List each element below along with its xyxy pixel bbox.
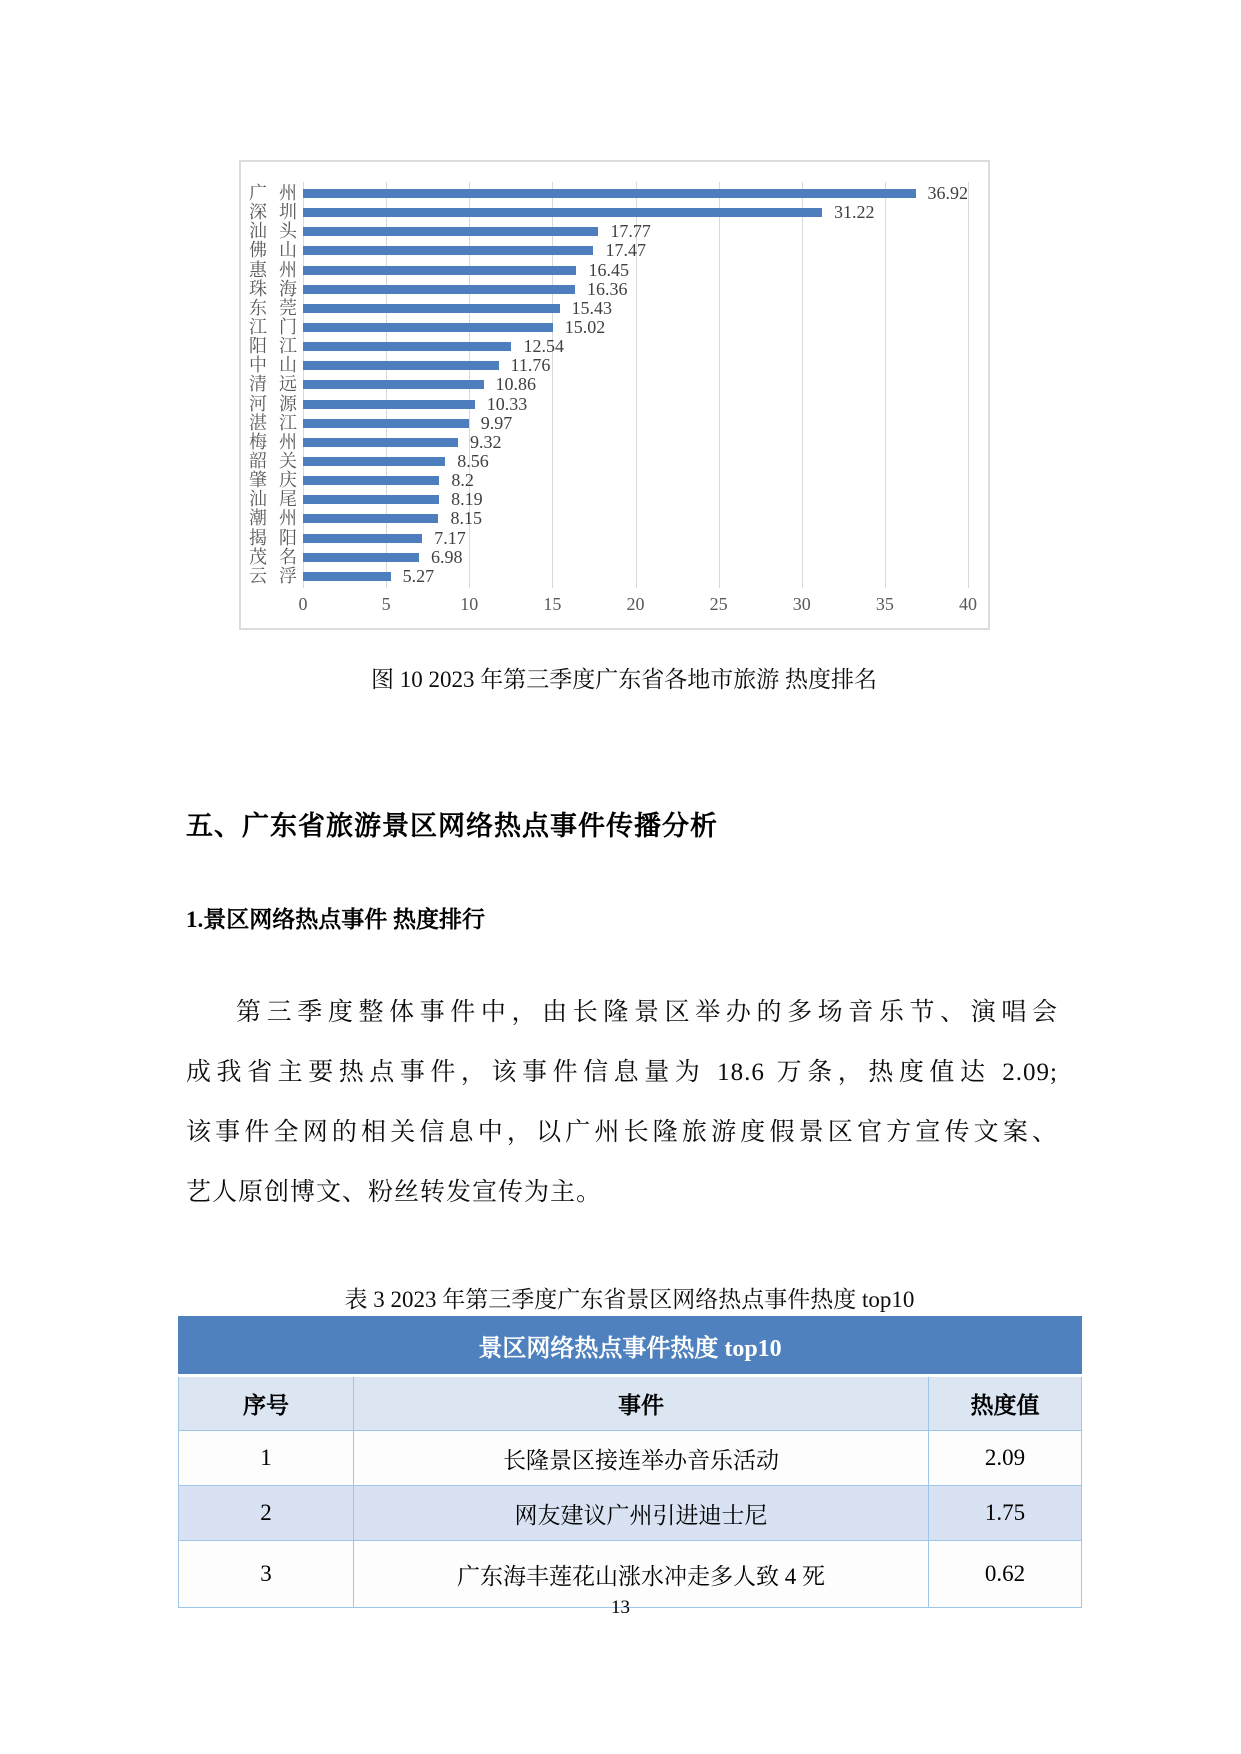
chart-rows [249, 184, 968, 586]
gridline [968, 182, 969, 588]
chart-row [249, 241, 968, 260]
chart-value-label: 15.02 [564, 316, 606, 337]
chart-bar-area [303, 529, 968, 548]
subsection-heading: 1.景区网络热点事件 热度排行 [186, 907, 485, 932]
chart-category-label: 阳江 [249, 336, 297, 357]
chart-category-label: 肇庆 [249, 470, 297, 491]
chart-bar-area [303, 337, 968, 356]
x-tick-label: 0 [298, 594, 308, 614]
table-caption: 表 3 2023 年第三季度广东省景区网络热点事件热度 top10 [344, 1287, 915, 1312]
chart-bar [303, 572, 391, 581]
chart-value-label: 6.98 [431, 546, 463, 567]
chart-x-axis [298, 594, 977, 622]
chart-value-label: 16.45 [588, 259, 629, 280]
chart-category-label: 汕尾 [249, 489, 297, 510]
chart-value-label: 12.54 [523, 336, 564, 357]
heat-value-cell: 2.09 [929, 1431, 1082, 1486]
chart-value-label: 7.17 [434, 527, 466, 548]
chart-category-label: 汕头 [249, 221, 297, 242]
paragraph-line: 成我省主要热点事件，该事件信息量为 18.6 万条，热度值达 2.09; [186, 1059, 1058, 1086]
heat-value-cell: 0.62 [929, 1541, 1082, 1608]
chart-bar-area [303, 261, 968, 280]
chart-category-label: 江门 [249, 316, 297, 337]
table-title: 景区网络热点事件热度 top10 [179, 1317, 1082, 1376]
chart-bar-area [303, 375, 968, 394]
chart-category-label: 清远 [249, 374, 297, 395]
chart-bar [303, 285, 575, 294]
chart-bar-area [303, 222, 968, 241]
chart-row [249, 567, 968, 586]
chart-row [249, 356, 968, 375]
chart-bar [303, 457, 445, 466]
chart-value-label: 9.97 [480, 412, 513, 433]
chart-category-label: 中山 [249, 355, 297, 376]
chart-row [249, 490, 968, 509]
chart-row [249, 261, 968, 280]
section-heading: 五、广东省旅游景区网络热点事件传播分析 [186, 811, 718, 841]
x-tick-label: 30 [792, 594, 811, 614]
page-number: 13 [611, 1597, 630, 1618]
chart-value-label: 5.27 [402, 565, 435, 586]
chart-category-label: 湛江 [249, 412, 297, 433]
chart-value-label: 10.33 [486, 393, 528, 414]
chart-bar [303, 419, 469, 428]
chart-bar-area [303, 280, 968, 299]
paragraph-line: 该事件全网的相关信息中，以广州长隆旅游度假景区官方宣传文案、 [186, 1119, 1058, 1146]
chart-bar-area [303, 471, 968, 490]
table-row [179, 1431, 1082, 1486]
chart-row [249, 318, 968, 337]
rank-cell: 2 [179, 1486, 354, 1541]
chart-bar [303, 342, 511, 351]
chart-value-label: 8.19 [451, 489, 483, 510]
chart-bar [303, 189, 916, 198]
chart-bar [303, 304, 560, 313]
chart-bar-area [303, 203, 968, 222]
chart-bar-area [303, 241, 968, 260]
chart-category-label: 佛山 [249, 240, 297, 261]
event-cell: 网友建议广州引进迪士尼 [354, 1486, 929, 1541]
chart-bar [303, 534, 422, 543]
x-tick-label: 10 [460, 594, 479, 614]
chart-row [249, 280, 968, 299]
bar-chart [239, 160, 990, 630]
chart-bar [303, 495, 439, 504]
chart-bar-area [303, 184, 968, 203]
chart-bar-area [303, 318, 968, 337]
chart-category-label: 梅州 [249, 431, 297, 452]
figure-caption: 图 10 2023 年第三季度广东省各地市旅游 热度排名 [371, 667, 877, 692]
chart-row [249, 375, 968, 394]
chart-bar [303, 266, 576, 275]
chart-bar [303, 246, 593, 255]
x-tick-label: 25 [709, 594, 728, 614]
chart-bar [303, 476, 439, 485]
chart-bar-area [303, 356, 968, 375]
rank-cell: 1 [179, 1431, 354, 1486]
chart-value-label: 17.77 [610, 221, 651, 242]
x-tick-label: 35 [875, 594, 894, 614]
chart-row [249, 222, 968, 241]
table-row [179, 1486, 1082, 1541]
chart-bar-area [303, 433, 968, 452]
chart-row [249, 529, 968, 548]
body-paragraph [186, 983, 1058, 1223]
chart-category-label: 广州 [249, 183, 297, 203]
x-tick-label: 40 [959, 594, 977, 614]
chart-category-label: 珠海 [249, 278, 297, 299]
chart-row [249, 452, 968, 471]
column-header-rank: 序号 [179, 1376, 354, 1431]
table-header-row [179, 1376, 1082, 1431]
chart-row [249, 395, 968, 414]
chart-row [249, 471, 968, 490]
chart-row [249, 414, 968, 433]
rank-cell: 3 [179, 1541, 354, 1608]
table-title-row [179, 1317, 1082, 1376]
chart-row [249, 548, 968, 567]
column-header-event: 事件 [354, 1376, 929, 1431]
event-cell: 广东海丰莲花山涨水冲走多人致 4 死 [354, 1541, 929, 1608]
chart-category-label: 深圳 [249, 202, 297, 223]
chart-category-label: 惠州 [249, 259, 297, 280]
chart-category-label: 云浮 [249, 565, 297, 586]
chart-category-label: 茂名 [249, 546, 297, 567]
chart-category-label: 河源 [249, 393, 297, 414]
chart-value-label: 16.36 [586, 278, 628, 299]
chart-value-label: 17.47 [605, 240, 646, 261]
chart-bar [303, 400, 475, 409]
chart-value-label: 31.22 [834, 202, 875, 223]
chart-value-label: 11.76 [510, 355, 551, 376]
chart-bar [303, 361, 499, 370]
chart-value-label: 36.92 [927, 183, 968, 203]
chart-bar-area [303, 567, 968, 586]
chart-bar [303, 380, 484, 389]
paragraph-line: 第三季度整体事件中，由长隆景区举办的多场音乐节、演唱会 [236, 999, 1058, 1026]
chart-category-label: 韶关 [249, 450, 297, 471]
table-body [179, 1431, 1082, 1608]
chart-bar-area [303, 490, 968, 509]
chart-value-label: 8.56 [457, 450, 489, 471]
chart-row [249, 337, 968, 356]
chart-value-label: 8.2 [451, 470, 474, 491]
chart-bar [303, 323, 553, 332]
chart-bar [303, 227, 598, 236]
chart-value-label: 9.32 [469, 431, 502, 452]
chart-category-label: 揭阳 [249, 527, 297, 548]
chart-row [249, 433, 968, 452]
chart-bar-area [303, 414, 968, 433]
chart-bar-area [303, 452, 968, 471]
chart-bar [303, 553, 419, 562]
chart-bar [303, 514, 438, 523]
x-tick-label: 5 [381, 594, 391, 614]
heat-value-cell: 1.75 [929, 1486, 1082, 1541]
chart-value-label: 15.43 [571, 297, 613, 318]
chart-category-label: 潮州 [249, 508, 297, 529]
paragraph-line: 艺人原创博文、粉丝转发宣传为主。 [186, 1179, 603, 1206]
chart-bar [303, 208, 822, 217]
chart-value-label: 8.15 [450, 508, 482, 529]
chart-row [249, 299, 968, 318]
chart-bar-area [303, 548, 968, 567]
chart-bar-area [303, 509, 968, 528]
column-header-heat: 热度值 [929, 1376, 1082, 1431]
chart-bar-area [303, 395, 968, 414]
event-cell: 长隆景区接连举办音乐活动 [354, 1431, 929, 1486]
chart-row [249, 203, 968, 222]
hot-events-table [178, 1316, 1082, 1608]
x-tick-label: 15 [543, 594, 562, 614]
chart-value-label: 10.86 [495, 374, 537, 395]
chart-row [249, 184, 968, 203]
chart-bar [303, 438, 458, 447]
chart-category-label: 东莞 [249, 297, 297, 318]
x-tick-label: 20 [626, 594, 645, 614]
chart-row [249, 509, 968, 528]
chart-bar-area [303, 299, 968, 318]
